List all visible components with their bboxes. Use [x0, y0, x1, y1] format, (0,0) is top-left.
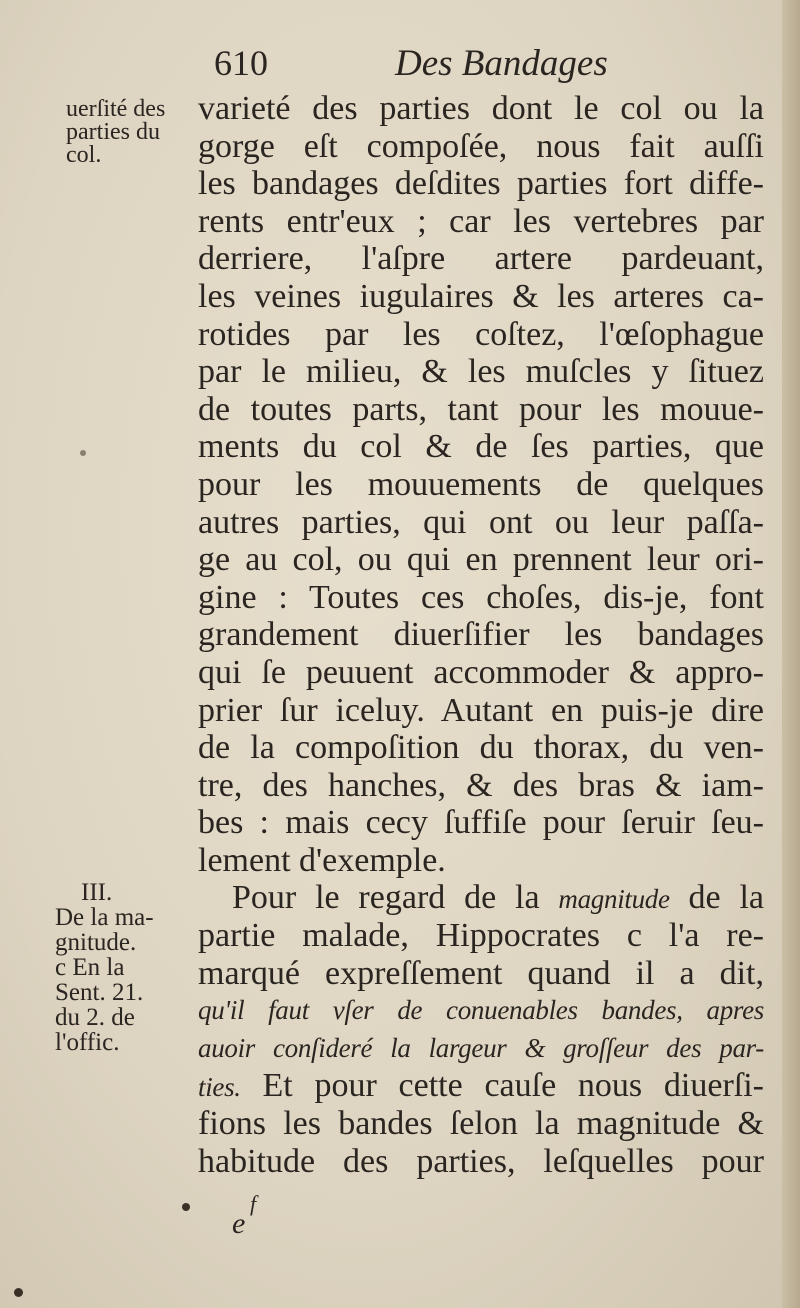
text-line: prier ſur iceluy. Autant en puis-je dire [198, 691, 764, 729]
section-number: III. [81, 879, 113, 906]
italic-span: ties. [198, 1072, 241, 1103]
text-line: habitude des parties, leſquelles pour [198, 1142, 764, 1180]
margin-note-line: De la ma- [55, 904, 154, 931]
text-line: bes : mais cecy ſuffiſe pour ſeruir ſeu- [198, 804, 764, 842]
text-line: par le milieu, & les muſcles y ſituez [198, 353, 764, 391]
text-line: fions les bandes ſelon la magnitude & [198, 1105, 764, 1143]
margin-note-1 [66, 98, 165, 167]
text-line: pour les mouuements de quelques [198, 465, 764, 503]
text-line: ge au col, ou qui en prennent leur ori- [198, 541, 764, 579]
page-number: 610 [214, 43, 268, 83]
paragraph-2-line-1 [198, 879, 764, 917]
margin-note-line: gnitude. [55, 929, 137, 956]
italic-span: magnitude [558, 884, 670, 915]
page-header [0, 42, 800, 92]
margin-note-line: col. [66, 142, 102, 168]
text-line: rents entr'eux ; car les vertebres par [198, 202, 764, 240]
text-line: grandement diuerſifier les bandages [198, 616, 764, 654]
text-line: varieté des parties dont le col ou la [198, 90, 764, 127]
running-title: Des Bandages [395, 43, 608, 84]
italic-line: auoir conſideré la largeur & groſſeur des par- [198, 1032, 764, 1063]
text-line: les veines iugulaires & les arteres ca- [198, 277, 764, 315]
body-text [198, 90, 764, 1180]
text-line: qui ſe peuuent accommoder & appro- [198, 653, 764, 691]
text-line: derriere, l'aſpre artere pardeuant, [198, 240, 764, 278]
ink-spot [182, 1203, 190, 1211]
text-line: lement d'exemple. [198, 841, 446, 879]
ink-spot [80, 450, 86, 456]
text-span: Pour le regard de la [232, 879, 559, 917]
ink-spot [14, 1288, 23, 1297]
text-line: tre, des hanches, & des bras & iam- [198, 766, 764, 804]
text-line: autres parties, qui ont ou leur paſſa- [198, 503, 764, 541]
margin-note-2 [55, 880, 154, 1055]
text-line: gorge eſt compoſée, nous fait auſſi [198, 127, 764, 165]
margin-note-line: c En la [55, 954, 125, 981]
margin-note-line: l'offic. [55, 1029, 120, 1056]
text-line: rotides par les coſtez, l'œſophague [198, 315, 764, 353]
text-line: gine : Toutes ces choſes, dis-je, font [198, 578, 764, 616]
italic-line: qu'il faut vſer de conuenables bandes, apres [198, 995, 764, 1026]
page-edge [782, 0, 800, 1308]
text-line: les bandages deſdites parties fort diffe- [198, 165, 764, 203]
text-line: ments du col & de ſes parties, que [198, 428, 764, 466]
text-line: de la compoſition du thorax, du ven- [198, 729, 764, 767]
margin-note-line: Sent. 21. [55, 979, 144, 1006]
text-line: marqué expreſſement quand il a dit, [198, 954, 764, 992]
text-line: partie malade, Hippocrates c l'a re- [198, 917, 764, 955]
footer-fragment: e [232, 1207, 246, 1240]
margin-note-line: parties du [66, 119, 160, 145]
margin-note-line: uerſité des [66, 96, 166, 122]
paragraph-2-line-6 [198, 1067, 764, 1105]
margin-note-line: du 2. de [55, 1004, 135, 1031]
text-span: de la [669, 879, 764, 917]
footer-fragment: f [250, 1191, 257, 1216]
text-span: Et pour cette cauſe nous diuerſi- [240, 1067, 764, 1105]
text-line: de toutes parts, tant pour les mouue- [198, 390, 764, 428]
